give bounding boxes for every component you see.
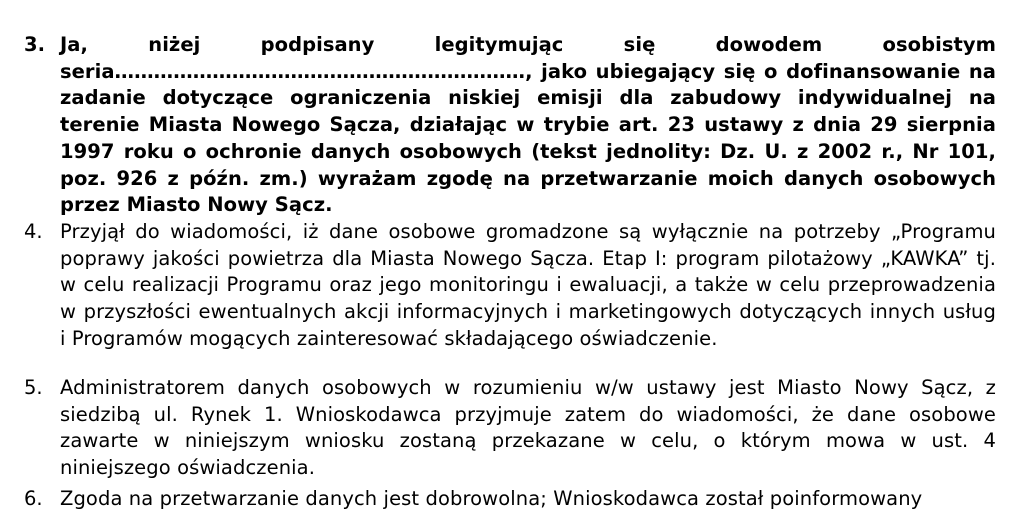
- list-item-number: 6.: [24, 487, 43, 510]
- list-item-text: Przyjął do wiadomości, iż dane osobowe gromadzone są wyłącznie na potrzeby „Programu poprawy jakości powietrza dla Miasta Nowego Sącza. Etap I: program pilotażowy „KAWKA” tj. w celu realizacji Programu oraz jego monitoringu i ewaluacji, a także w celu przeprowadzenia w przyszłości ewentualnych akcji informacyjnych i marketingowych dotyczących innych usług i Programów mogących zainteresować składającego oświadczenie.: [60, 220, 996, 350]
- list-item-number: 5.: [24, 376, 43, 399]
- list-item-text: Administratorem danych osobowych w rozumieniu w/w ustawy jest Miasto Nowy Sącz, z siedzibą ul. Rynek 1. Wnioskodawca przyjmuje zatem do wiadomości, że dane osobowe zawarte w niniejszym wniosku zostaną przekazane w celu, o którym mowa w ust. 4 niniejszego oświadczenia.: [60, 376, 996, 480]
- list-item-text: Zgoda na przetwarzanie danych jest dobrowolna; Wnioskodawca został poinformowany: [60, 487, 923, 510]
- list-item-text: Ja, niżej podpisany legitymując się dowodem osobistym seria………………………………………………………, jako ubiegający się o dofinansowanie na zadanie dotyczące ograniczenia niskiej emisji dla zabudowy indywidualnej na terenie Miasta Nowego Sącza, działając w trybie art. 23 ustawy z dnia 29 sierpnia 1997 roku o ochronie danych osobowych (tekst jednolity: Dz. U. z 2002 r., Nr 101, poz. 926 z późn. zm.) wyrażam zgodę na przetwarzanie moich danych osobowych przez Miasto Nowy Sącz.: [60, 33, 996, 217]
- list-item-number: 3.: [24, 33, 45, 56]
- list-item-number: 4.: [24, 220, 43, 243]
